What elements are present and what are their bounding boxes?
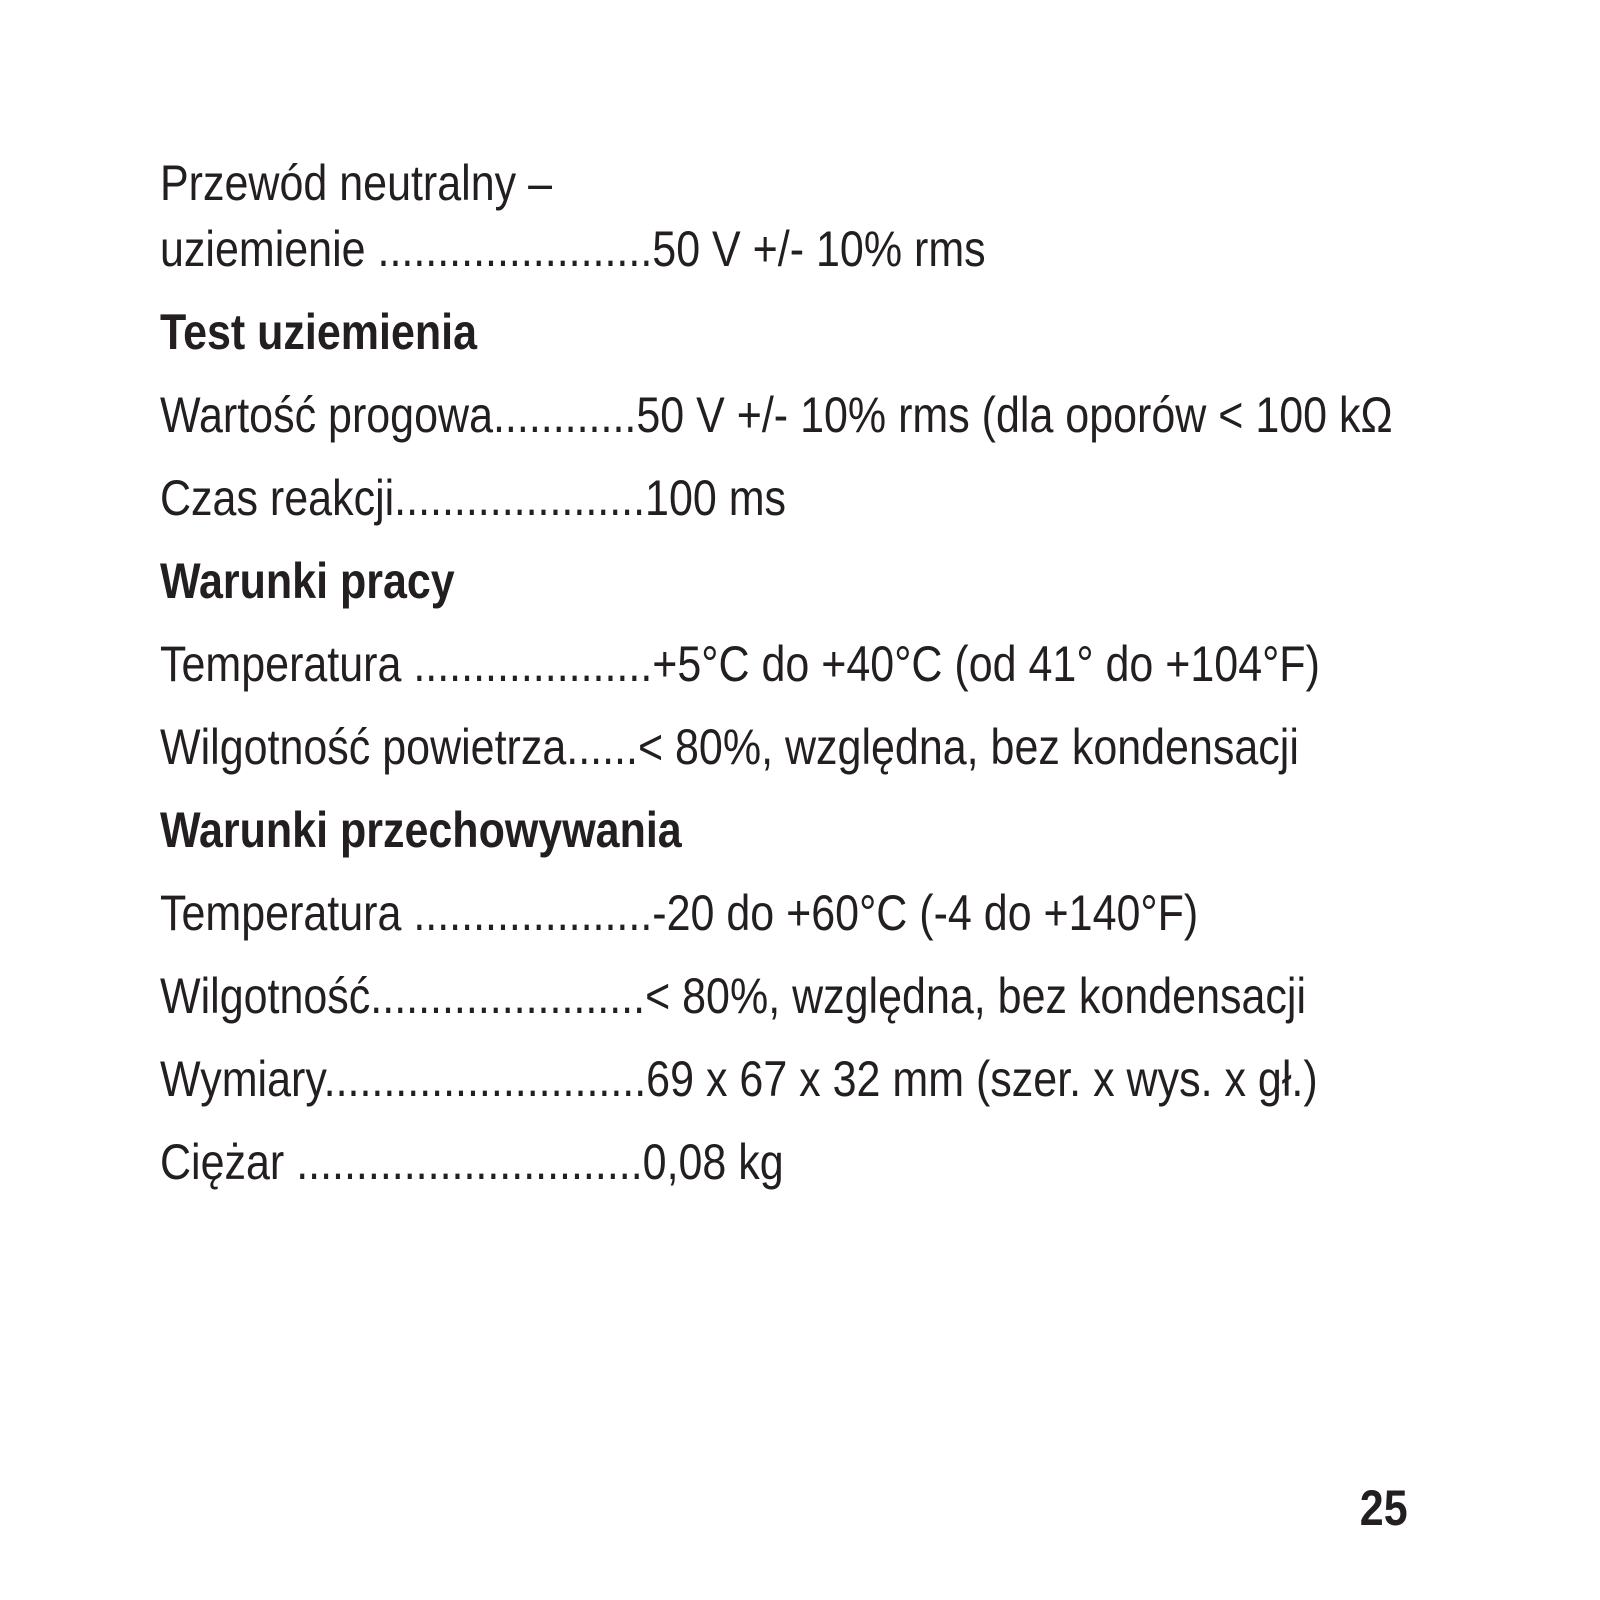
spec-row-dimensions: Wymiary...........................69 x 67 x 32 mm (szer. x wys. x gł.) — [160, 1051, 1318, 1107]
section-heading-storage: Warunki przechowywania — [160, 802, 682, 858]
page-number: 25 — [1360, 1480, 1408, 1536]
spec-row-weight: Ciężar .............................0,08 kg — [160, 1134, 784, 1190]
spec-row-threshold: Wartość progowa............50 V +/- 10% rms (dla oporów < 100 kΩ — [160, 387, 1393, 443]
spec-row-neutral-ground: uziemienie .......................50 V +/- 10% rms — [160, 221, 986, 277]
spec-page — [160, 150, 1460, 1212]
spec-row-storage-humidity: Wilgotność.......................< 80%, względna, bez kondensacji — [160, 968, 1307, 1024]
spec-row-neutral-label: Przewód neutralny – — [160, 155, 552, 211]
spec-row-storage-temperature: Temperatura ....................-20 do +60°C (-4 do +140°F) — [160, 885, 1199, 941]
section-heading-operating: Warunki pracy — [160, 553, 455, 609]
section-heading-ground-test: Test uziemienia — [160, 304, 478, 360]
spec-row-reaction-time: Czas reakcji.....................100 ms — [160, 470, 787, 526]
spec-row-operating-temperature: Temperatura ....................+5°C do +40°C (od 41° do +104°F) — [160, 636, 1320, 692]
spec-row-operating-humidity: Wilgotność powietrza......< 80%, względna, bez kondensacji — [160, 719, 1299, 775]
